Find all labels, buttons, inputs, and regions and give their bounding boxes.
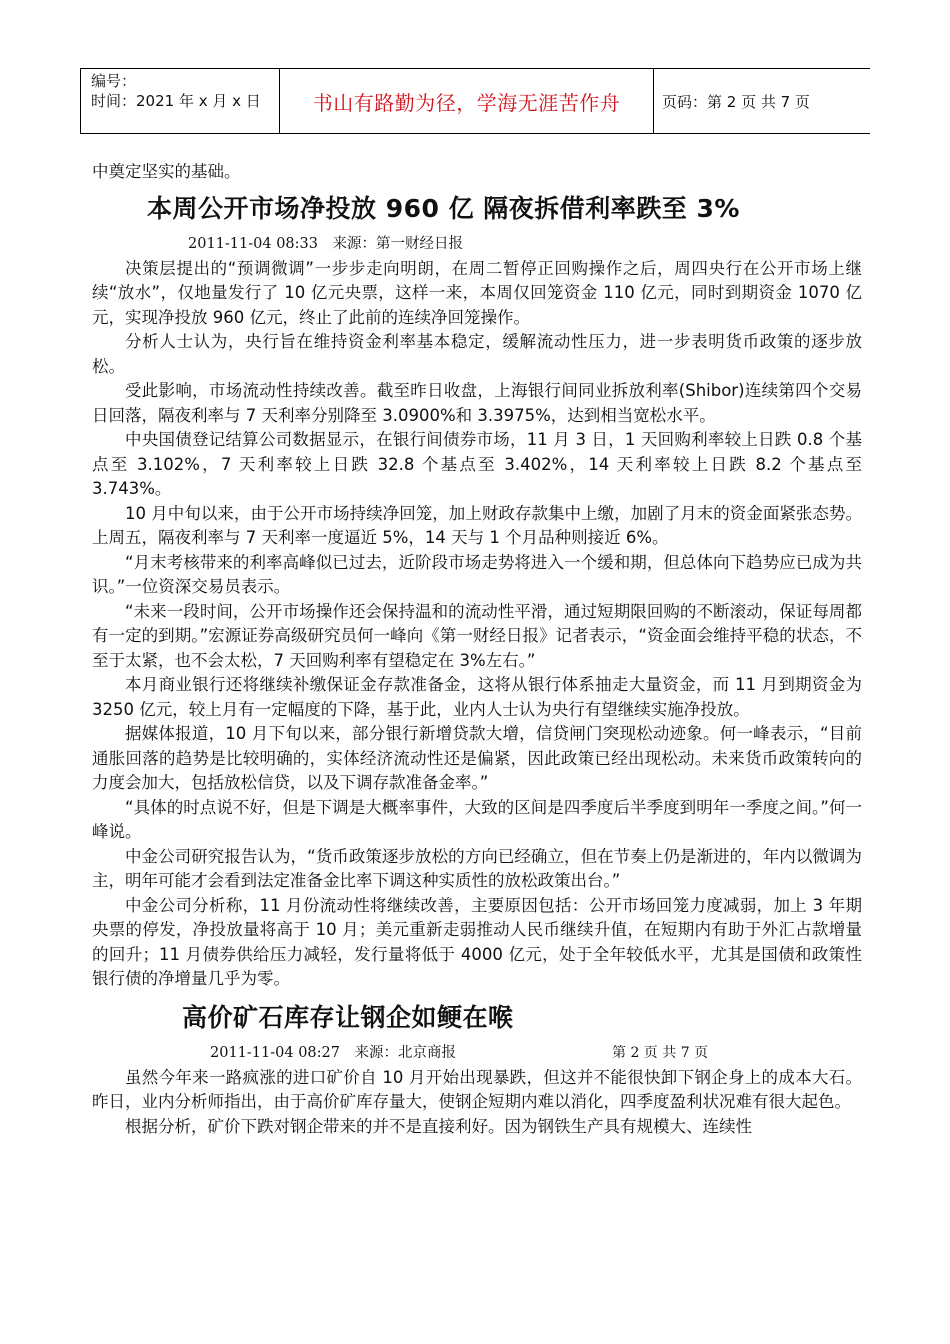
header-number-label: 编号：	[91, 72, 137, 90]
article-2-paragraph: 根据分析，矿价下跌对钢企带来的并不是直接利好。因为钢铁生产具有规模大、连续性	[125, 1116, 752, 1136]
header-page-label: 页码：第 2 页 共 7 页	[662, 92, 810, 111]
article-1-paragraph: 决策层提出的“预调微调”一步步走向明朗，在周二暂停正回购操作之后，周四央行在公开市场上继续“放水”，仅地量发行了 10 亿元央票，这样一来，本周仅回笼资金 110 亿元，同时到期资金 1070 亿元，实现净投放 960 亿元，终止了此前的连续净回笼操作。	[92, 258, 862, 327]
article-1-paragraph: “月末考核带来的利率高峰似已过去，近阶段市场走势将进入一个缓和期，但总体向下趋势应已成为共识。”一位资深交易员表示。	[92, 552, 862, 596]
article-1-paragraph: 据媒体报道，10 月下旬以来，部分银行新增贷款大增，信贷闸门突现松动迹象。何一峰表示，“目前通胀回落的趋势是比较明确的，实体经济流动性还是偏紧，因此政策已经出现松动。未来货币政策转向的力度会加大，包括放松信贷，以及下调存款准备金率。”	[92, 724, 862, 792]
article-1-meta: 2011-11-04 08:33 来源：第一财经日报	[188, 235, 463, 252]
header-motto-cell	[280, 69, 654, 133]
document-body	[92, 160, 862, 1139]
article-1-paragraph: “未来一段时间，公开市场操作还会保持温和的流动性平滑，通过短期限回购的不断滚动，保证每周都有一定的到期。”宏源证券高级研究员何一峰向《第一财经日报》记者表示，“资金面会维持平稳的状态，不至于太紧，也不会太松，7 天回购利率有望稳定在 3%左右。”	[92, 601, 862, 670]
leading-text: 中奠定坚实的基础。	[92, 162, 241, 181]
article-2-title: 高价矿石库存让钢企如鲠在喉	[182, 1002, 514, 1032]
article-1-paragraph: “具体的时点说不好，但是下调是大概率事件，大致的区间是四季度后半季度到明年一季度之间。”何一峰说。	[92, 797, 862, 841]
article-2-meta-row	[92, 1040, 862, 1066]
header-date-label: 时间：2021 年 x 月 x 日	[91, 92, 261, 110]
article-1-paragraph: 本月商业银行还将继续补缴保证金存款准备金，这将从银行体系抽走大量资金，而 11 月到期资金为 3250 亿元，较上月有一定幅度的下降，基于此，业内人士认为央行有望继续实施净投放。	[92, 675, 862, 719]
article-1-paragraph: 中金公司研究报告认为，“货币政策逐步放松的方向已经确立，但在节奏上仍是渐进的，年内以微调为主，明年可能才会看到法定准备金比率下调这种实质性的放松政策出台。”	[92, 846, 862, 890]
header-page-cell	[654, 69, 870, 133]
article-1-paragraph: 受此影响，市场流动性持续改善。截至昨日收盘，上海银行间同业拆放利率(Shibor)连续第四个交易日回落，隔夜利率与 7 天利率分别降至 3.0900%和 3.3975%，达到相当宽松水平。	[92, 381, 862, 425]
article-1-paragraph: 10 月中旬以来，由于公开市场持续净回笼，加上财政存款集中上缴，加剧了月末的资金面紧张态势。上周五，隔夜利率与 7 天利率一度逼近 5%，14 天与 1 个月品种则接近 6%。	[92, 503, 862, 547]
article-1-body	[92, 257, 862, 992]
article-2-paragraph: 虽然今年来一路疯涨的进口矿价自 10 月开始出现暴跌，但这并不能很快卸下钢企身上的成本大石。昨日，业内分析师指出，由于高价矿库存量大，使钢企短期内难以消化，四季度盈利状况难有很大起色。	[92, 1067, 862, 1111]
article-1-paragraph: 中央国债登记结算公司数据显示，在银行间债券市场，11 月 3 日，1 天回购利率较上日跌 0.8 个基点至 3.102%，7 天利率较上日跌 32.8 个基点至 3.402%，14 天利率较上日跌 8.2 个基点至 3.743%。	[92, 430, 862, 498]
article-2-meta: 2011-11-04 08:27 来源：北京商报	[210, 1044, 456, 1061]
article-2-pager: 第 2 页 共 7 页	[612, 1044, 709, 1061]
header-meta-cell	[80, 69, 280, 133]
article-1-paragraph: 中金公司分析称，11 月份流动性将继续改善，主要原因包括：公开市场回笼力度减弱，加上 3 年期央票的停发，净投放量将高于 10 月；美元重新走弱推动人民币继续升值，在短期内有助于外汇占款增量的回升；11 月债券供给压力减轻，发行量将低于 4000 亿元，处于全年较低水平，尤其是国债和政策性银行债的净增量几乎为零。	[92, 895, 862, 988]
article-2-body	[92, 1066, 862, 1140]
article-1-paragraph: 分析人士认为，央行旨在维持资金利率基本稳定，缓解流动性压力，进一步表明货币政策的逐步放松。	[92, 332, 862, 376]
article-1-title: 本周公开市场净投放 960 亿 隔夜拆借利率跌至 3%	[147, 193, 740, 223]
header-motto: 书山有路勤为径，学海无涯苦作舟	[312, 90, 621, 115]
page-header	[80, 68, 870, 134]
